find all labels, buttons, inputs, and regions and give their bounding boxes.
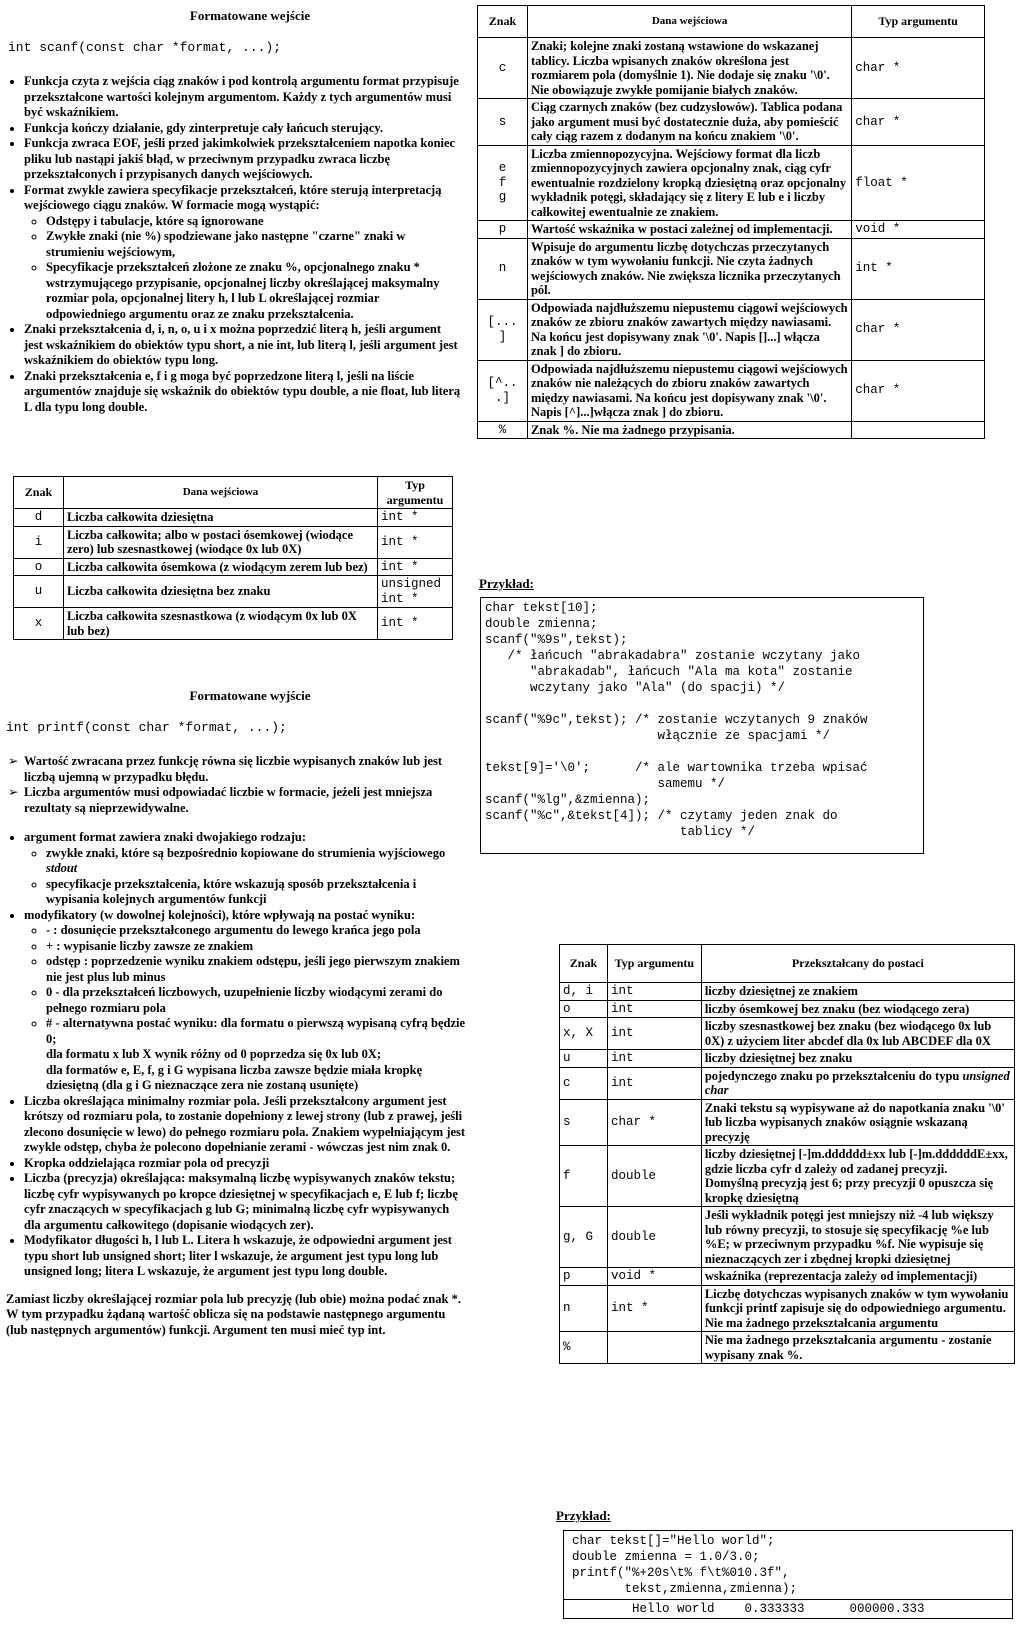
table-header: Typ argumentu [852,6,985,38]
sub-list-item: ◦ 0 - dla przekształceń liczbowych, uzupełnienie liczby wiodącymi zerami do pełnego rozmiaru pola [46,985,466,1016]
table-row: % Znak %. Nie ma żadnego przypisania. [478,421,985,439]
sub-list-item: ◦ Specyfikacje przekształceń złożone ze znaku %, opcjonalnego znaku * wstrzymującego przypisanie, opcjonalnej liczby określającej maksymalny rozmiar pola, opcjonalnej litery h, l lub L określającej rozmiar odpowiedniego argumentu oraz ze znaku przekształcenia. [46,260,461,322]
table-header: Dana wejściowa [63,477,377,509]
table-row: o int liczby ósemkowej bez znaku (bez wiodącego zera) [560,1000,1015,1018]
closing-paragraph: Zamiast liczby określającej rozmiar pola lub precyzję (lub obie) można podać znak *. W tym przypadku żądaną wartość oblicza się na podstawie następnego argumentu (lub następnych argumentów) funkcji. Argument ten musi mieć typ int. [6,1291,461,1337]
list-item: ➢ Wartość zwracana przez funkcję równa się liczbie wypisanych znaków lub jest liczbą ujemną w przypadku błędu. [24,754,466,785]
scanf-signature: int scanf(const char *format, ...); [8,40,282,55]
table-row: p Wartość wskaźnika w postaci zależnej od implementacji. void * [478,221,985,239]
list-item: • Format zwykle zawiera specyfikacje przekształceń, które sterują interpretacją wejściowego ciągu znaków. W formacie mogą wystąpić: ◦ Odstępy i tabulacje, które są ignorowane ◦ Zwykłe znaki (nie %) spodziewane jako następne "czarne" znaki w strumieniu wejściowym, ◦ Specyfikacje przekształceń złożone ze znaku %, opcjonalnego znaku * wstrzymującego przypisanie, opcjonalnej liczby określającej maksymalny rozmiar pola, opcjonalnej litery h, l lub L określającej rozmiar odpowiedniego argumentu oraz ze znaku przekształcenia. [24,183,461,323]
list-item: • Liczba określająca minimalny rozmiar pola. Jeśli przekształcony argument jest krótszy od rozmiaru pola, to zostanie dopełniony z lewej strony (lub z prawej, jeśli zlecono dosunięcie w lewo) do pełnego rozmiaru pola. Znakiem wypełniającym jest zwykle odstęp, chyba że polecono dopełnianie zerami - wówczas jest nim znak 0. [24,1094,466,1156]
list-item: • Modyfikator długości h, l lub L. Litera h wskazuje, że odpowiedni argument jest typu short lub unsigned short; liter l wskazuje, że argument jest typu long lub unsigned long; litera L wskazuje, że argument jest typu long double. [24,1233,466,1280]
sub-list-item: ◦ Odstępy i tabulacje, które są ignorowane [46,214,461,230]
input-bullets [6,74,461,415]
table-row: d, i int liczby dziesiętnej ze znakiem [560,983,1015,1001]
sub-list-item: ◦ - : dosunięcie przekształconego argumentu do lewego krańca jego pola [46,923,466,939]
table-row: f double liczby dziesiętnej [-]m.dddddd±xx lub [-]m.ddddddE±xx, gdzie liczba cyfr d zależy od zadanej precyzji. Domyślną precyzją jest 6; przy precyzji 0 opuszcza się kropkę dziesiętną [560,1146,1015,1207]
table-row: p void * wskaźnika (reprezentacja zależy od implementacji) [560,1268,1015,1286]
table-header: Znak [560,945,608,983]
sub-list-item: ◦ # - alternatywna postać wyniku: dla formatu o pierwszą wypisaną cyfrą będzie 0; dla formatu x lub X wynik różny od 0 poprzedza się 0x lub 0X; dla formatów e, E, f, g i G wypisana liczba zawsze będzie miała kropkę dziesiętną (dla g i G nieznaczące zera nie zostaną usunięte) [46,1016,466,1094]
scanf-conversion-table [477,5,985,439]
output-bullets [6,754,466,1338]
table-header: Znak [478,6,528,38]
table-row: n Wpisuje do argumentu liczbę dotychczas przeczytanych znaków w tym wywołaniu funkcji. Nie czyta żadnych wejściowych znaków. Nie zwiększa licznika przeczytanych pól. int * [478,238,985,299]
table-row: u Liczba całkowita dziesiętna bez znaku unsigned int * [14,576,453,608]
table-row: n int * Liczbę dotychczas wypisanych znaków w tym wywołaniu funkcji printf zapisuje się do odpowiedniego argumentu. Nie ma żadnego przekształcania argumentu [560,1285,1015,1332]
list-item: • Funkcja zwraca EOF, jeśli przed jakimkolwiek przekształceniem napotka koniec pliku lub nastąpi jakiś błąd, w przeciwnym przypadku zwraca liczbę przekształconych i przypisanych danych wejściowych. [24,136,461,183]
table-header: Dana wejściowa [527,6,851,38]
scanf-example-label: Przykład: [479,576,534,591]
list-item: • Kropka oddzielająca rozmiar pola od precyzji [24,1156,466,1172]
sub-list-item: ◦ + : wypisanie liczby zawsze ze znakiem [46,939,466,955]
list-item: • Liczba (precyzja) określająca: maksymalną liczbę wypisywanych znaków tekstu; liczbę cyfr wypisywanych po kropce dziesiętnej w specyfikacjach e, E lub f; liczbę cyfr znaczących w specyfikacjach g lub G; minimalną liczbę cyfr wypisywanych dla argumentu całkowitego (dopisanie wiodących zer). [24,1171,466,1233]
table-row: x, X int liczby szesnastkowej bez znaku (bez wiodącego 0x lub 0X) z użyciem liter abcdef dla 0x lub ABCDEF dla 0X [560,1018,1015,1050]
sub-list-item: ◦ specyfikacje przekształcenia, które wskazują sposób przekształcenia i wypisania kolejnych argumentów funkcji [46,877,466,908]
list-item: • modyfikatory (w dowolnej kolejności), które wpływają na postać wyniku: ◦ - : dosunięcie przekształconego argumentu do lewego krańca jego pola ◦ + : wypisanie liczby zawsze ze znakiem ◦ odstęp : poprzedzenie wyniku znakiem odstępu, jeśli jego pierwszym znakiem nie jest plus lub minus ◦ 0 - dla przekształceń liczbowych, uzupełnienie liczby wiodącymi zerami do pełnego rozmiaru pola ◦ # - alternatywna postać wyniku: dla formatu o pierwszą wypisaną cyfrą będzie 0; dla formatu x lub X wynik różny od 0 poprzedza się 0x lub 0X; dla formatów e, E, f, g i G wypisana liczba zawsze będzie miała kropkę dziesiętną (dla g i G nieznaczące zera nie zostaną usunięte) [24,908,466,1094]
list-item: • Funkcja czyta z wejścia ciąg znaków i pod kontrolą argumentu format przypisuje przekształcone wartości kolejnym argumentom. Każdy z tych argumentów musi być wskaźnikiem. [24,74,461,121]
table-header: Przekształcany do postaci [701,945,1014,983]
printf-example-box [563,1530,1013,1619]
table-row: u int liczby dziesiętnej bez znaku [560,1050,1015,1068]
table-row: i Liczba całkowita; albo w postaci ósemkowej (wiodące zero) lub szesnastkowej (wiodące 0x lub 0X) int * [14,526,453,558]
table-row: o Liczba całkowita ósemkowa (z wiodącym zerem lub bez) int * [14,558,453,576]
output-section-title: Formatowane wyjście [189,688,311,703]
list-item: • Znaki przekształcenia e, f i g moga być poprzedzone literą l, jeśli na liście argumentów znajduje się wskaźnik do obiektów typu double, a nie float, lub literą L dla typu long double. [24,369,461,416]
table-row: x Liczba całkowita szesnastkowa (z wiodącym 0x lub 0X lub bez) int * [14,608,453,640]
printf-conversion-table [559,944,1015,1364]
table-row: d Liczba całkowita dziesiętna int * [14,509,453,527]
sub-list-item: ◦ odstęp : poprzedzenie wyniku znakiem odstępu, jeśli jego pierwszym znakiem nie jest plus lub minus [46,954,466,985]
sub-list-item: ◦ Zwykłe znaki (nie %) spodziewane jako następne "czarne" znaki w strumieniu wejściowym, [46,229,461,260]
table-row: g, G double Jeśli wykładnik potęgi jest mniejszy niż -4 lub większy lub równy precyzji, to stosuje się specyfikację %e lub %E; w przeciwnym przypadku %f. Nie wypisuje się nieznaczących zer i zbędnej kropki dziesiętnej [560,1207,1015,1268]
table-row: e f g Liczba zmiennopozycyjna. Wejściowy format dla liczb zmiennopozycyjnych zawiera opcjonalny znak, ciąg cyfr ewentualnie rozdzielony kropką dziesiętną oraz opcjonalny wykładnik potęgi, składający się z litery E lub e i liczby całkowitej ewentualnie ze znakiem. float * [478,145,985,221]
table-row: s char * Znaki tekstu są wypisywane aż do napotkania znaku '\0' lub liczba wypisanych znaków osiągnie wskazaną precyzję [560,1099,1015,1146]
table-header: Typ argumentu [378,477,453,509]
table-header: Znak [14,477,64,509]
list-item: ➢ Liczba argumentów musi odpowiadać liczbie w formacie, jeżeli jest mniejsza rezultaty są nieprzewidywalne. [24,785,466,816]
printf-signature: int printf(const char *format, ...); [6,720,287,735]
table-row: % Nie ma żadnego przekształcania argumentu - zostanie wypisany znak %. [560,1332,1015,1364]
input-section-title: Formatowane wejście [189,8,311,23]
int-input-table [13,476,453,640]
list-item: • Znaki przekształcenia d, i, n, o, u i x można poprzedzić literą h, jeśli argument jest wskaźnikiem do obiektów typu short, a nie int, lub literą l, jeśli argument jest wskaźnikiem do obiektów typu long. [24,322,461,369]
scanf-example-code: char tekst[10]; double zmienna; scanf("%9s",tekst); /* łańcuch "abrakadabra" zostanie wczytany jako "abrakadab", łańcuch "Ala ma kota" zostanie wczytany jako "Ala" (do spacji) */ scanf("%9c",tekst); /* zostanie wczytanych 9 znaków włącznie ze spacjami */ tekst[9]='\0'; /* ale wartownika trzeba wpisać samemu */ scanf("%lg",&zmienna); scanf("%c",&tekst[4]); /* czytamy jeden znak do tablicy */ [480,597,924,854]
table-header: Typ argumentu [607,945,701,983]
printf-example-label: Przykład: [556,1508,611,1523]
table-row: s Ciąg czarnych znaków (bez cudzysłowów). Tablica podana jako argument musi być dostatecznie duża, aby pomieścić cały ciąg razem z dodanym na końcu znakiem '\0'. char * [478,99,985,146]
sub-list-item: ◦ zwykłe znaki, które są bezpośrednio kopiowane do strumienia wyjściowego stdout [46,846,466,877]
list-item: • Funkcja kończy działanie, gdy zinterpretuje cały łańcuch sterujący. [24,121,461,137]
table-row: c int pojedynczego znaku po przekształceniu do typu unsigned char [560,1067,1015,1099]
list-item: • argument format zawiera znaki dwojakiego rodzaju: ◦ zwykłe znaki, które są bezpośrednio kopiowane do strumienia wyjściowego stdout ◦ specyfikacje przekształcenia, które wskazują sposób przekształcenia i wypisania kolejnych argumentów funkcji [24,830,466,908]
table-row: [^.. .] Odpowiada najdłuższemu niepustemu ciągowi wejściowych znaków nie należących do zbioru znaków zawartych między nawiasami. Na końcu jest dopisywany znak '\0'. Napis [^]...]włącza znak ] do zbioru. char * [478,360,985,421]
table-row: [... ] Odpowiada najdłuższemu niepustemu ciągowi wejściowych znaków ze zbioru znaków zawartych między nawiasami. Na końcu jest dopisywany znak '\0'. Napis []...] włącza znak ] do zbioru. char * [478,299,985,360]
table-row: c Znaki; kolejne znaki zostaną wstawione do wskazanej tablicy. Liczba wpisanych znaków określona jest rozmiarem pola (domyślnie 1). Nie dodaje się znaku '\0'. Nie obowiązuje zwykłe pomijanie białych znaków. char * [478,38,985,99]
printf-example-output: Hello world 0.333333 000000.333 [564,1599,1012,1618]
printf-example-code: char tekst[]="Hello world"; double zmienna = 1.0/3.0; printf("%+20s\t% f\t%010.3f", tekst,zmienna,zmienna); [572,1534,798,1596]
